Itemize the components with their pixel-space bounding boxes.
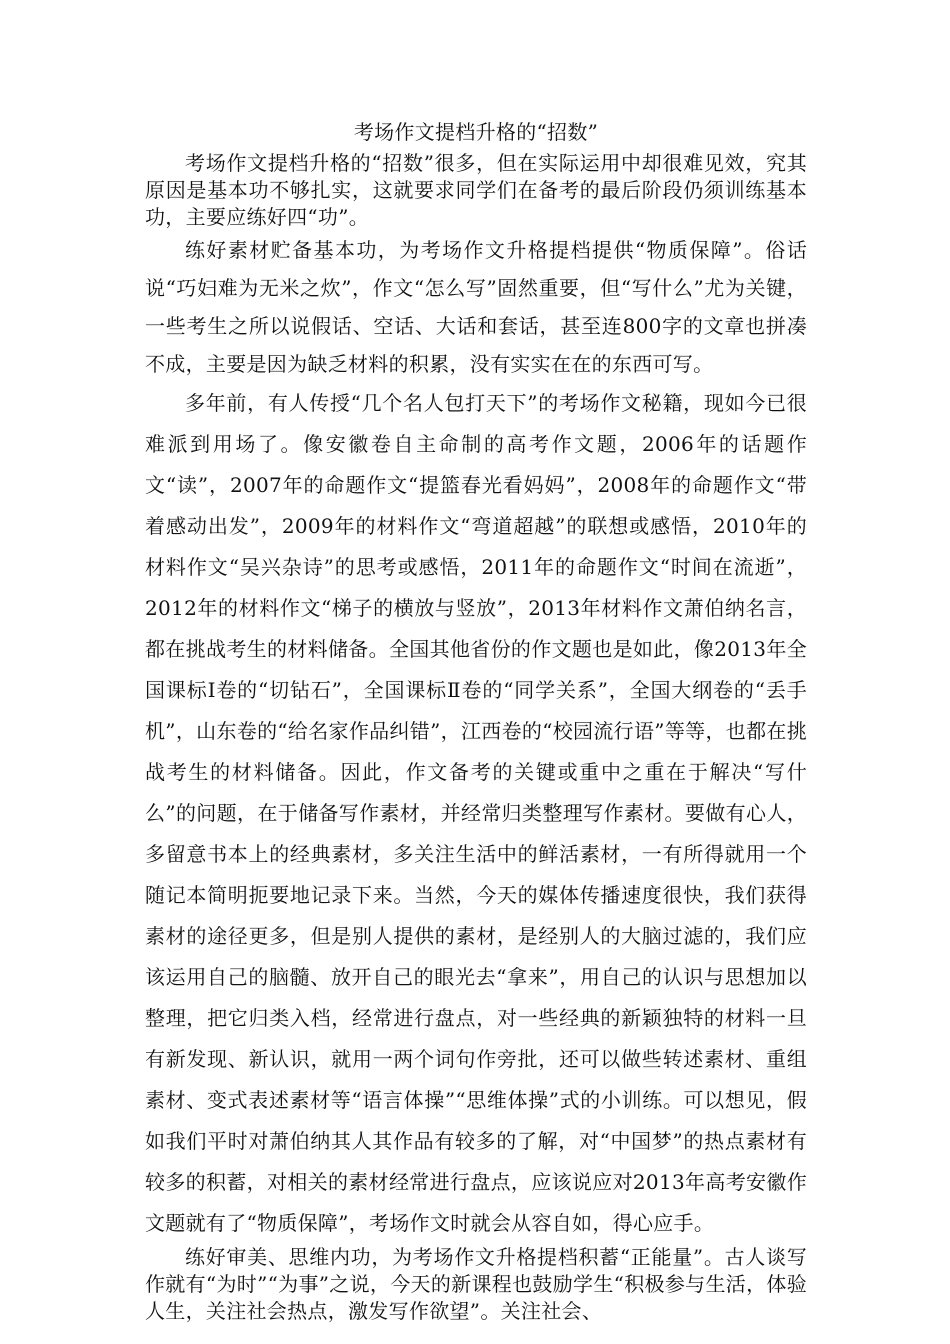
paragraph-intro: 考场作文提档升格的“招数”很多，但在实际运用中却很难见效，究其原因是基本功不够扎实，这就要求同学们在备考的最后阶段仍须训练基本功，主要应练好四“功”。 xyxy=(145,151,807,229)
paragraph-material-basics: 练好素材贮备基本功，为考场作文升格提档提供“物质保障”。俗话说“巧妇难为无米之炊”，作文“怎么写”固然重要，但“写什么”尤为关键，一些考生之所以说假话、空话、大话和套话，甚至连800字的文章也拼凑不成，主要是因为缺乏材料的积累，没有实实在在的东西可写。 xyxy=(145,238,807,376)
document-body xyxy=(145,119,807,1325)
paragraph-exam-examples: 多年前，有人传授“几个名人包打天下”的考场作文秘籍，现如今已很难派到用场了。像安徽卷自主命制的高考作文题，2006年的话题作文“读”，2007年的命题作文“提篮春光看妈妈”，2008年的命题作文“带着感动出发”，2009年的材料作文“弯道超越”的联想或感悟，2010年的材料作文“吴兴杂诗”的思考或感悟，2011年的命题作文“时间在流逝”，2012年的材料作文“梯子的横放与竖放”，2013年材料作文萧伯纳名言，都在挑战考生的材料储备。全国其他省份的作文题也是如此，像2013年全国课标Ⅰ卷的“切钻石”，全国课标Ⅱ卷的“同学关系”，全国大纲卷的“丢手机”，山东卷的“给名家作品纠错”，江西卷的“校园流行语”等等，也都在挑战考生的材料储备。因此，作文备考的关键或重中之重在于解决“写什么”的问题，在于储备写作素材，并经常归类整理写作素材。要做有心人，多留意书本上的经典素材，多关注生活中的鲜活素材，一有所得就用一个随记本简明扼要地记录下来。当然，今天的媒体传播速度很快，我们获得素材的途径更多，但是别人提供的素材，是经别人的大脑过滤的，我们应该运用自己的脑髓、放开自己的眼光去“拿来”，用自己的认识与思想加以整理，把它归类入档，经常进行盘点，对一些经典的新颖独特的材料一旦有新发现、新认识，就用一两个词句作旁批，还可以做些转述素材、重组素材、变式表述素材等“语言体操”“思维体操”式的小训练。可以想见，假如我们平时对萧伯纳其人其作品有较多的了解，对“中国梦”的热点素材有较多的积蓄，对相关的素材经常进行盘点，应该说应对2013年高考安徽作文题就有了“物质保障”，考场作文时就会从容自如，得心应手。 xyxy=(145,391,807,1235)
document-title: 考场作文提档升格的“招数” xyxy=(353,120,599,144)
paragraph-aesthetic-thinking: 练好审美、思维内功，为考场作文升格提档积蓄“正能量”。古人谈写作就有“为时”“为事”之说，今天的新课程也鼓励学生“积极参与生活，体验人生，关注社会热点，激发写作欲望”。关注社会、 xyxy=(145,1245,807,1323)
